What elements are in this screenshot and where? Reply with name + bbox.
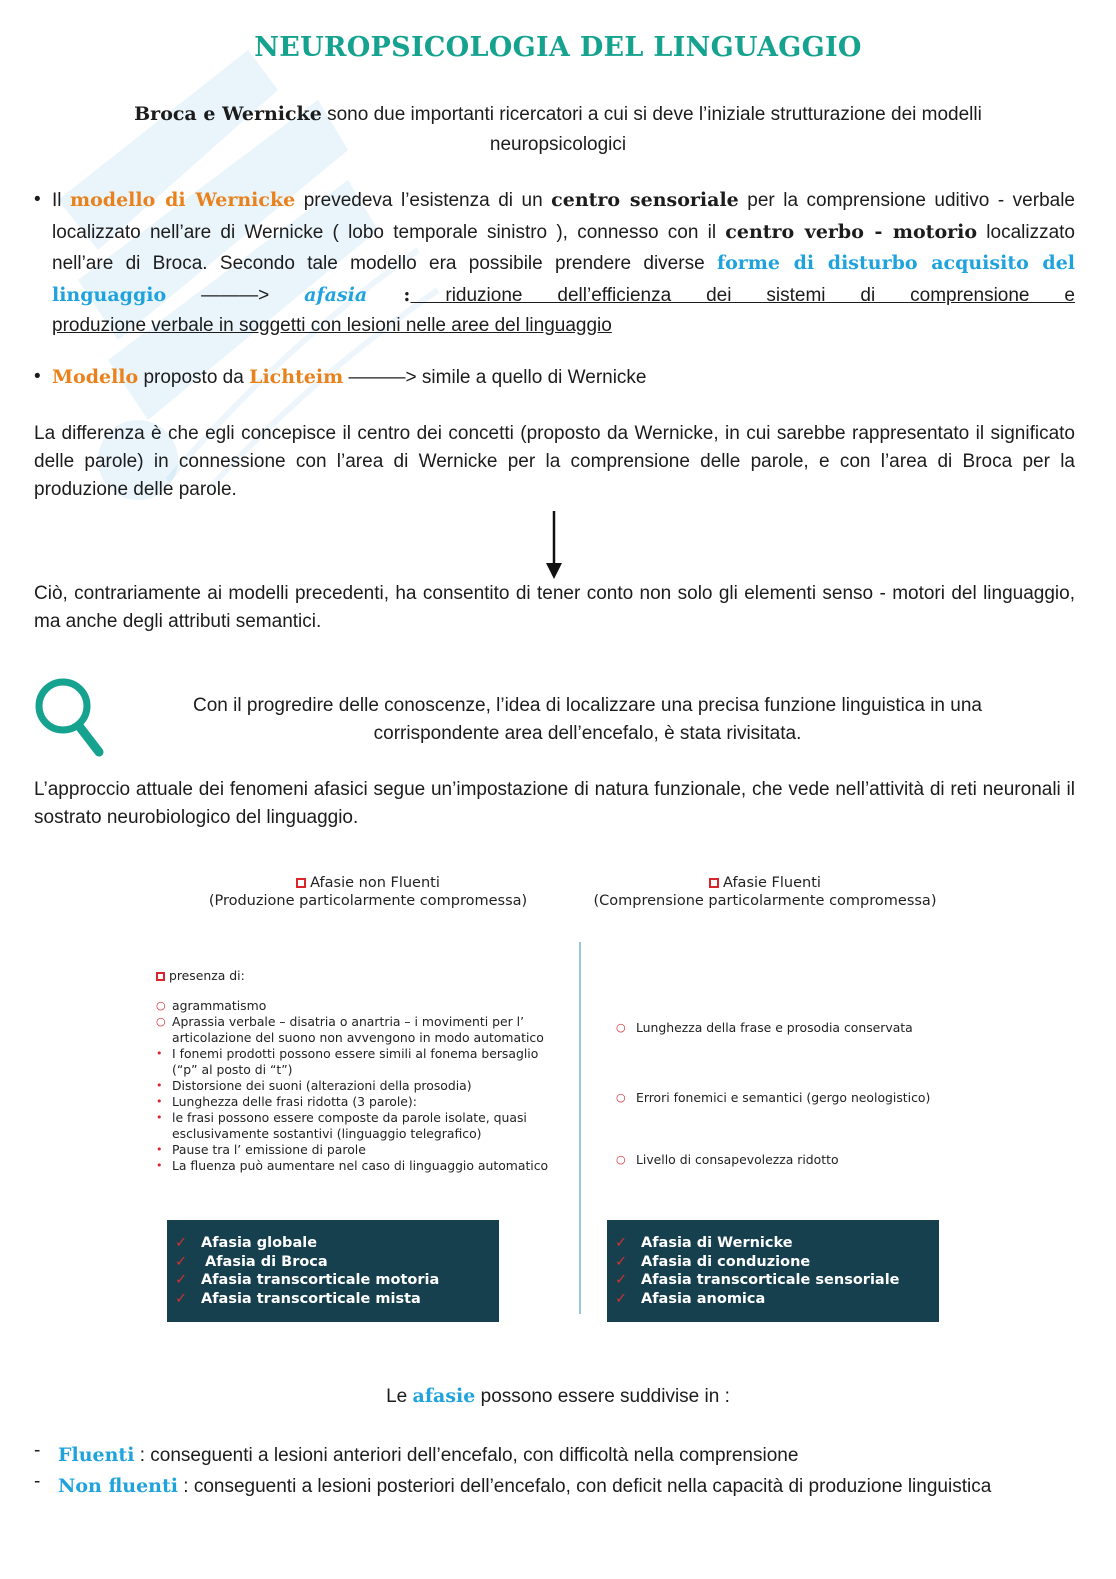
- aphasia-figure: [150, 870, 950, 1330]
- list-marker: ○: [616, 1021, 626, 1034]
- list-item-text: : conseguenti a lesioni anteriori dell’encefalo, con difficoltà nella comprensione: [134, 1445, 799, 1466]
- box-row: [167, 1234, 499, 1253]
- text-segment: proposto da: [138, 367, 250, 388]
- box-row: [167, 1253, 499, 1272]
- list-item-fluenti: [34, 1440, 1075, 1471]
- list-item-text: Pause tra l’ emissione di parole: [172, 1142, 366, 1157]
- bullet-marker: •: [34, 189, 41, 210]
- list-item-body: [58, 1471, 1075, 1502]
- list-item-text: Distorsione dei suoni (alterazioni della prosodia): [172, 1078, 472, 1093]
- dash-marker: -: [34, 1471, 41, 1492]
- list-marker: ○: [616, 1153, 626, 1166]
- list-marker: ○: [156, 999, 166, 1012]
- afasia-definition: riduzione dell’efficienza dei sistemi di comprensione e: [410, 284, 1075, 306]
- list-marker: •: [156, 1079, 163, 1092]
- check-icon: ✓: [615, 1253, 628, 1270]
- fluenti-term: Fluenti: [58, 1444, 135, 1466]
- list-item: [156, 1078, 556, 1094]
- box-row-text: Afasia di Wernicke: [641, 1235, 793, 1251]
- right-column-header: [580, 874, 950, 910]
- text-segment: Il: [52, 190, 71, 211]
- wernicke-model-term: modello di Wernicke: [70, 189, 296, 211]
- bullet-text: [52, 362, 1075, 394]
- check-icon: ✓: [175, 1272, 188, 1288]
- list-item-text: Lunghezza delle frasi ridotta (3 parole):: [172, 1094, 417, 1109]
- bullet-lichteim-model: [34, 362, 1075, 394]
- semantic-paragraph: Ciò, contrariamente ai modelli precedenti, ha consentito di tener conto non solo gli elementi senso - motori del linguaggio, ma anche degli attributi semantici.: [34, 583, 1075, 632]
- bullet-marker: •: [34, 366, 41, 387]
- box-row-text: Afasia transcorticale mista: [201, 1290, 421, 1307]
- non-fluent-aphasia-box: [167, 1220, 499, 1322]
- text-segment: prevedeva l’esistenza di un: [295, 190, 552, 211]
- text-segment: localizzato nell’are di Broca. Secondo tale modello era possibile prendere diverse: [52, 221, 1075, 274]
- non-fluent-features-list: [156, 968, 556, 1174]
- bullet-text: [52, 185, 1075, 342]
- list-item: [156, 1014, 556, 1046]
- approach-paragraph: L’approccio attuale dei fenomeni afasici segue un’impostazione di natura funzionale, che vede nell’attività di reti neuronali il sostrato neurobiologico del linguaggio.: [34, 779, 1075, 828]
- box-row-text: Afasia globale: [201, 1235, 318, 1251]
- list-heading-text: presenza di:: [169, 968, 245, 983]
- checkbox-square-icon: [296, 878, 306, 888]
- list-marker: •: [156, 1047, 163, 1060]
- list-item-body: [58, 1440, 1075, 1471]
- list-marker: •: [156, 1095, 163, 1108]
- motor-center-term: centro verbo - motorio: [725, 220, 978, 243]
- sensory-center-term: centro sensoriale: [551, 189, 739, 211]
- arrow-down-icon: [544, 511, 564, 581]
- fluent-feature-item: [616, 1152, 839, 1168]
- list-item-text: le frasi possono essere composte da parole isolate, quasi esclusivamente sostantivi (linguaggio telegrafico): [172, 1110, 527, 1141]
- left-heading: Afasie non Fluenti: [310, 875, 440, 891]
- right-heading: Afasie Fluenti: [723, 875, 821, 891]
- list-item-text: agrammatismo: [172, 998, 267, 1013]
- list-marker: •: [156, 1111, 163, 1124]
- afasia-definition-end: produzione verbale in soggetti con lesioni nelle aree del linguaggio: [52, 315, 612, 336]
- column-divider: [579, 942, 581, 1314]
- check-icon: ✓: [175, 1235, 188, 1251]
- box-row-text: Afasia anomica: [641, 1290, 766, 1307]
- arrow-text: ———>: [166, 284, 305, 306]
- model-term: Modello: [52, 366, 139, 388]
- list-item: [156, 998, 556, 1014]
- disorder-forms-term: forme di disturbo acquisito del linguaggio: [52, 252, 1076, 306]
- check-icon: ✓: [615, 1235, 628, 1251]
- checkbox-square-icon: [709, 878, 719, 888]
- box-row: [167, 1290, 499, 1309]
- text-segment: Le: [386, 1386, 413, 1407]
- box-row-text: Afasia di conduzione: [641, 1253, 811, 1270]
- text-segment: per la comprensione uditivo - verbale localizzato nell’are di Wernicke ( lobo temporale sinistro ), connesso con il: [52, 190, 1075, 243]
- list-item: [156, 1094, 556, 1110]
- list-item-text: Livello di consapevolezza ridotto: [636, 1152, 839, 1167]
- list-item: [156, 1158, 556, 1174]
- afasia-term: afasia: [304, 283, 368, 306]
- list-item-non-fluenti: [34, 1471, 1075, 1502]
- subdivision-line: [0, 1382, 1116, 1411]
- check-icon: ✓: [175, 1290, 188, 1307]
- list-item-text: Aprassia verbale – disatria o anartria – i movimenti per l’ articolazione del suono non avvengono in modo automatico: [172, 1014, 544, 1045]
- text-segment: ———> simile a quello di Wernicke: [343, 367, 647, 388]
- list-marker: •: [156, 1159, 163, 1172]
- right-subheading: (Comprensione particolarmente compromessa): [593, 893, 937, 909]
- difference-paragraph: La differenza è che egli concepisce il centro dei concetti (proposto da Wernicke, in cui sarebbe rappresentato il significato delle parole) in connessione con l’area di Wernicke per la comprensione delle parole, e con l’area di Broca per la produzione delle parole.: [34, 423, 1075, 500]
- list-item-text: I fonemi prodotti possono essere simili al fonema bersaglio (“p” al posto di “t”): [172, 1046, 539, 1077]
- lichteim-term: Lichteim: [249, 366, 344, 388]
- box-row: [607, 1290, 939, 1309]
- search-note: Con il progredire delle conoscenze, l’idea di localizzare una precisa funzione linguistica in una corrispondente area dell’encefalo, è stata rivisitata.: [193, 695, 982, 744]
- intro-names: Broca e Wernicke: [134, 103, 322, 125]
- check-icon: ✓: [175, 1253, 188, 1270]
- check-icon: ✓: [615, 1272, 628, 1288]
- list-item: [156, 1142, 556, 1158]
- box-row-text: Afasia di Broca: [205, 1253, 328, 1270]
- box-row: [607, 1234, 939, 1253]
- search-icon: [33, 676, 105, 758]
- box-row-text: Afasia transcorticale sensoriale: [641, 1272, 900, 1288]
- intro-paragraph: [80, 99, 1036, 160]
- list-item: [156, 1046, 556, 1078]
- text-segment: possono essere suddivise in :: [475, 1386, 730, 1407]
- list-marker: ○: [156, 1015, 166, 1028]
- list-item-text: Lunghezza della frase e prosodia conservata: [636, 1020, 913, 1035]
- colon: :: [367, 283, 411, 306]
- dash-marker: -: [34, 1440, 41, 1461]
- left-subheading: (Produzione particolarmente compromessa): [208, 893, 528, 909]
- box-row: [607, 1253, 939, 1272]
- list-item-text: La fluenza può aumentare nel caso di linguaggio automatico: [172, 1158, 549, 1173]
- list-item-text: : conseguenti a lesioni posteriori dell’encefalo, con deficit nella capacità di produzione linguistica: [178, 1476, 992, 1497]
- list-marker: ○: [616, 1091, 626, 1104]
- box-row-text: Afasia transcorticale motoria: [201, 1272, 440, 1288]
- check-icon: ✓: [615, 1290, 628, 1307]
- list-item-text: Errori fonemici e semantici (gergo neologistico): [636, 1090, 931, 1105]
- box-row: [167, 1271, 499, 1290]
- bullet-wernicke-model: [34, 185, 1075, 342]
- intro-text: sono due importanti ricercatori a cui si deve l’iniziale strutturazione dei modelli neuropsicologici: [321, 104, 982, 155]
- fluent-feature-item: [616, 1090, 930, 1106]
- afasie-term: afasie: [412, 1385, 476, 1407]
- fluent-aphasia-box: [607, 1220, 939, 1322]
- checkbox-square-icon: [156, 972, 165, 981]
- box-row: [607, 1271, 939, 1290]
- list-item: [156, 1110, 556, 1142]
- list-marker: •: [156, 1143, 163, 1156]
- page-title: NEUROPSICOLOGIA DEL LINGUAGGIO: [254, 32, 862, 63]
- non-fluenti-term: Non fluenti: [58, 1475, 178, 1497]
- list-heading: [156, 968, 556, 984]
- left-column-header: [178, 874, 558, 910]
- fluent-feature-item: [616, 1020, 913, 1036]
